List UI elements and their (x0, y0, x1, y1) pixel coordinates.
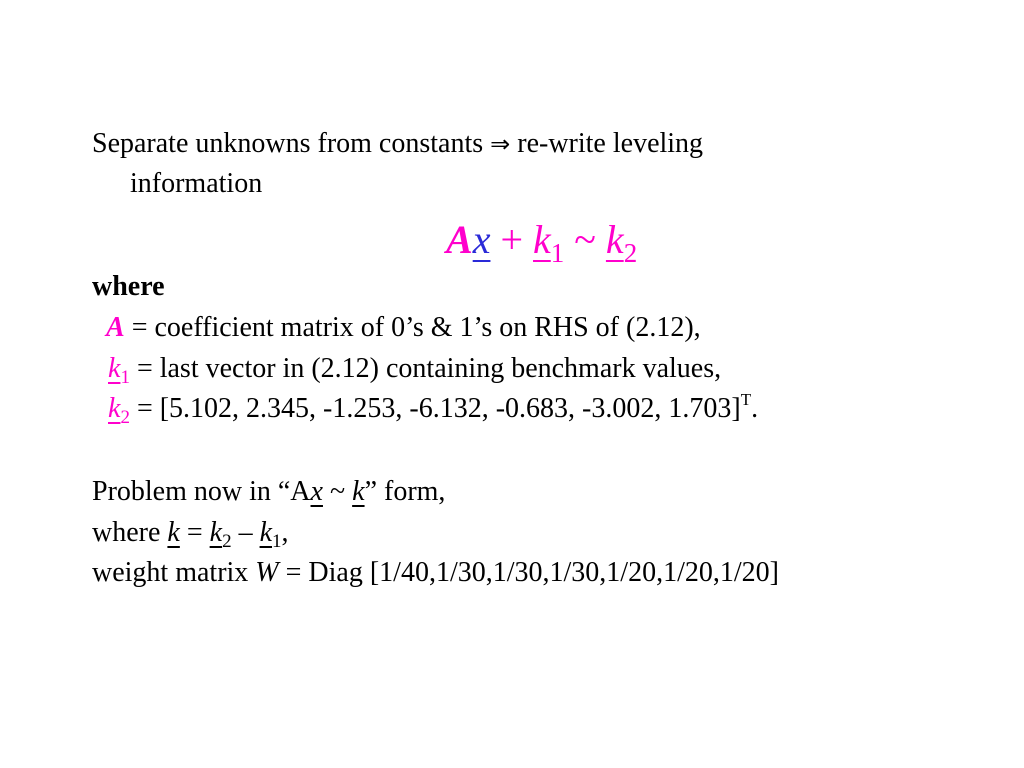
weight-matrix-values: = Diag [1/40,1/30,1/30,1/30,1/20,1/20,1/20] (278, 557, 779, 588)
intro-text: Separate unknowns from constants (92, 128, 484, 159)
problem-equals: = (179, 517, 210, 548)
definition-k2-transpose: T (740, 390, 752, 409)
definition-k1 (108, 353, 722, 388)
definition-A-symbol: A (106, 312, 125, 343)
problem-prefix: Problem now in “A (92, 476, 311, 507)
problem-suffix: ” form, (364, 476, 446, 507)
weight-matrix-label: weight matrix (92, 557, 256, 588)
weight-matrix-W: W (255, 557, 279, 588)
definition-k2-text: = [5.102, 2.345, -1.253, -6.132, -0.683, -3.002, 1.703] (136, 393, 741, 424)
definition-A (106, 312, 701, 344)
intro-text-tail: re-write leveling (517, 128, 704, 159)
equation-sub-2: 2 (623, 238, 638, 268)
equation-matrix-A: A (446, 217, 473, 262)
problem-k1-sub: 1 (272, 531, 282, 552)
definition-k2-end: . (751, 393, 759, 424)
intro-line-1 (92, 128, 703, 160)
equation-vector-x: x (472, 217, 491, 262)
problem-minus: – (231, 517, 260, 548)
definition-k1-text: = last vector in (2.12) containing benchmark values, (136, 353, 722, 384)
definition-k2-symbol: k (108, 393, 121, 424)
problem-line-3 (92, 557, 779, 589)
definition-k2-sub: 2 (120, 407, 130, 428)
problem-k2: k (209, 517, 223, 548)
problem-k-def: k (167, 517, 180, 548)
implies-arrow-icon: ⇒ (490, 130, 511, 158)
definition-k2 (108, 390, 759, 428)
equation-tilde: ~ (574, 217, 596, 262)
definition-A-text: = coefficient matrix of 0’s & 1’s on RHS of (2.12), (131, 312, 701, 343)
problem-k1: k (259, 517, 273, 548)
where-heading: where (92, 271, 165, 302)
intro-text-continued: information (130, 168, 263, 199)
main-equation (446, 217, 638, 268)
problem-line-1 (92, 476, 445, 508)
problem-tilde: ~ (322, 476, 353, 507)
problem-k: k (352, 476, 365, 507)
problem-k2-sub: 2 (222, 531, 232, 552)
problem-where: where (92, 517, 168, 548)
problem-x: x (310, 476, 323, 507)
equation-vector-k2: k (605, 217, 624, 262)
definition-k1-symbol: k (108, 353, 121, 384)
definition-k1-sub: 1 (120, 367, 130, 388)
problem-comma: , (281, 517, 289, 548)
equation-sub-1: 1 (550, 238, 565, 268)
equation-plus: + (500, 217, 524, 262)
equation-vector-k1: k (533, 217, 551, 262)
problem-line-2 (92, 517, 289, 552)
intro-line-2 (130, 168, 262, 200)
